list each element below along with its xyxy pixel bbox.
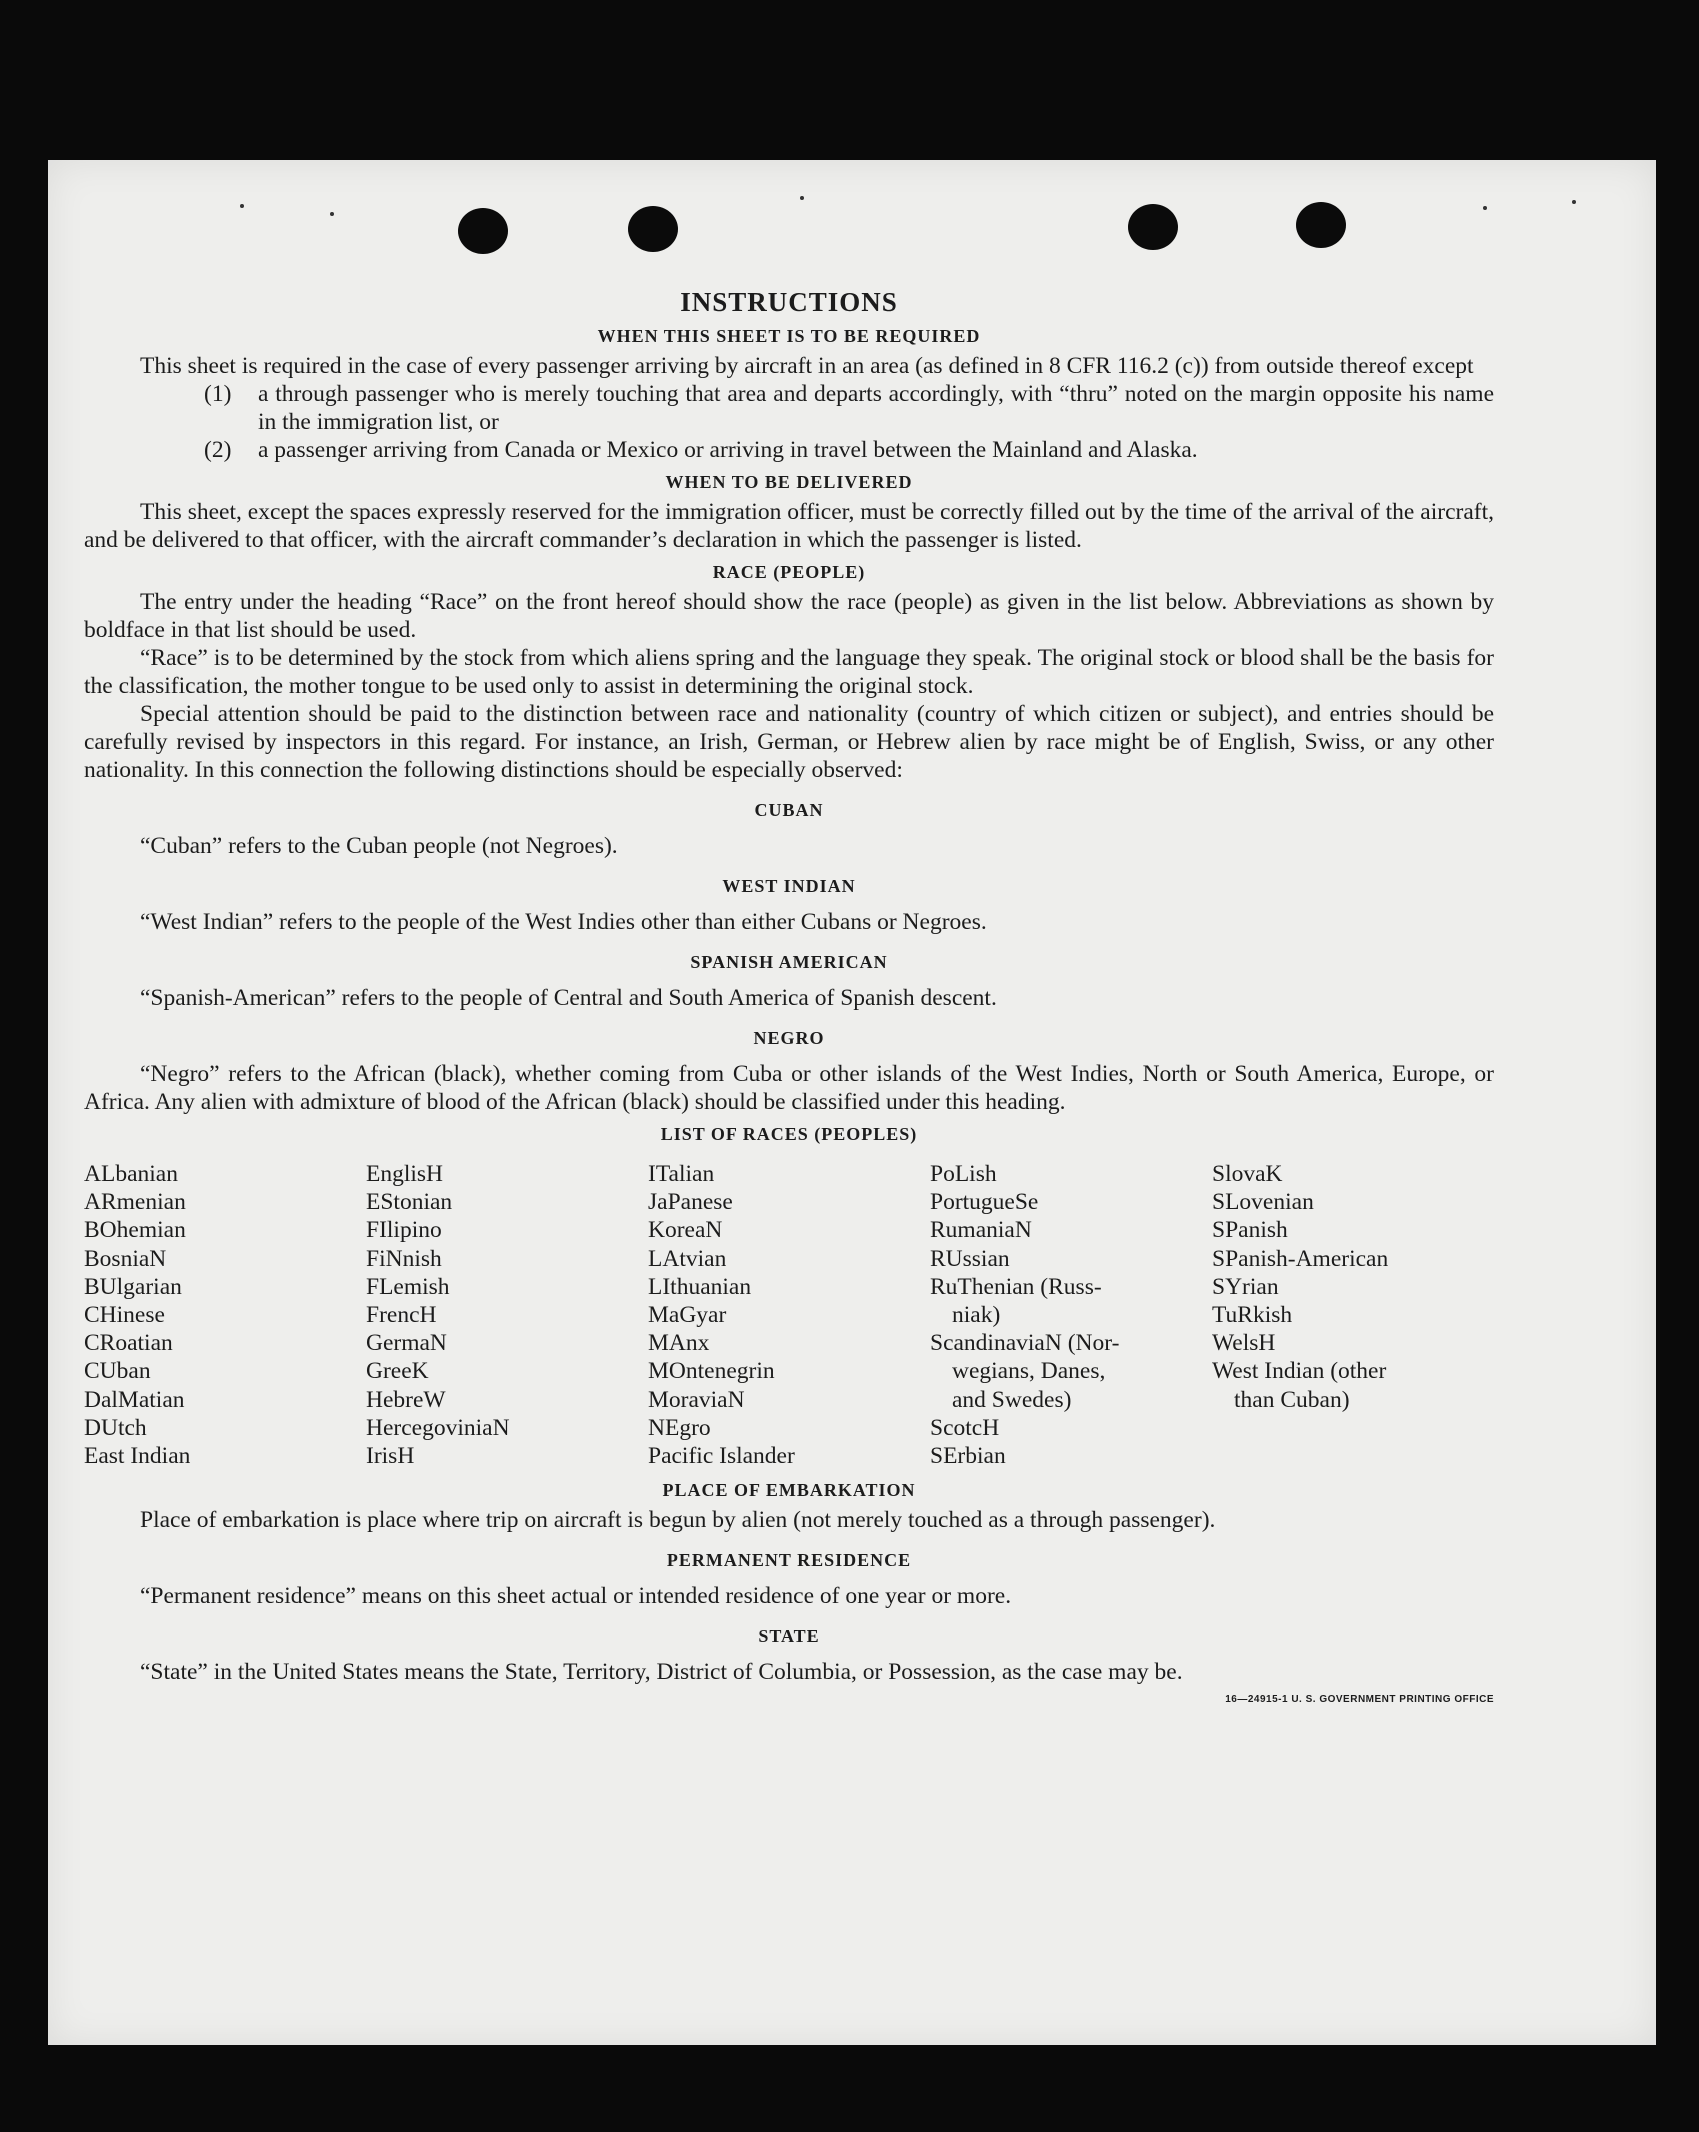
race-entry: DUtch bbox=[84, 1414, 147, 1441]
race-entry: BOhemian bbox=[84, 1217, 186, 1244]
delivered-text: This sheet, except the spaces expressly reserved for the immigration officer, must be correctly filled out by the time of the arrival of the aircraft, and be delivered to that officer, with the aircraft commander’s declaration in which the passenger is listed. bbox=[84, 499, 1494, 553]
speck bbox=[1483, 206, 1487, 210]
race-entry: LIthuanian bbox=[648, 1273, 752, 1300]
negro-text: “Negro” refers to the African (black), whether coming from Cuba or other islands of the West Indies, North or South America, Europe, or Africa. Any alien with admixture of blood of the African (black) should be classified under this heading. bbox=[84, 1061, 1494, 1115]
race-paragraph-2: “Race” is to be determined by the stock from which aliens spring and the language they speak. The original stock or blood shall be the basis for the classification, the mother tongue to be used only to assist in determining the original stock. bbox=[84, 645, 1494, 699]
race-entry: MoraviaN bbox=[648, 1386, 745, 1413]
footer bbox=[84, 1686, 1494, 1714]
race-entry: GreeK bbox=[366, 1358, 429, 1385]
item-text: a passenger arriving from Canada or Mexico or arriving in travel between the Mainland and Alaska. bbox=[258, 437, 1198, 463]
race-entry: RUssian bbox=[930, 1245, 1010, 1272]
race-entry-continuation: and Swedes) bbox=[952, 1386, 1072, 1413]
race-entry: FiNnish bbox=[366, 1245, 442, 1272]
race-entry: ITalian bbox=[648, 1161, 715, 1187]
race-entry: WelsH bbox=[1212, 1330, 1276, 1357]
race-entry: EnglisH bbox=[366, 1161, 444, 1187]
race-entry: TuRkish bbox=[1212, 1302, 1293, 1329]
section-heading-required: WHEN THIS SHEET IS TO BE REQUIRED bbox=[597, 326, 981, 346]
race-entry: ARmenian bbox=[84, 1189, 186, 1216]
race-entry: HebreW bbox=[366, 1386, 446, 1413]
page-title: INSTRUCTIONS bbox=[680, 287, 898, 317]
race-entry: SlovaK bbox=[1212, 1161, 1283, 1187]
race-entry: GermaN bbox=[366, 1330, 447, 1357]
race-entry: IrisH bbox=[366, 1443, 415, 1470]
printing-office-line: 16—24915-1 U. S. GOVERNMENT PRINTING OFFICE bbox=[1225, 1694, 1494, 1706]
punch-hole bbox=[628, 206, 678, 252]
list-item bbox=[84, 436, 1494, 464]
race-entry: BUlgarian bbox=[84, 1273, 182, 1300]
race-paragraph-3: Special attention should be paid to the distinction between race and nationality (country of which citizen or subject), and entries should be carefully revised by inspectors in this regard. For instance, an Irish, German, or Hebrew alien by race might be of English, Swiss, or any other nationality. In this connection the following distinctions should be especially observed: bbox=[84, 701, 1494, 783]
race-entry: West Indian (other bbox=[1212, 1358, 1387, 1385]
punch-hole bbox=[1128, 204, 1178, 250]
race-entry: CHinese bbox=[84, 1302, 165, 1329]
west-indian-text: “West Indian” refers to the people of the West Indies other than either Cubans or Negroes. bbox=[140, 909, 987, 935]
item-number: (1) bbox=[204, 381, 232, 407]
race-entry: SPanish-American bbox=[1212, 1245, 1389, 1272]
race-entry: PortugueSe bbox=[930, 1189, 1039, 1216]
race-entry: ScotcH bbox=[930, 1414, 1000, 1441]
race-entry: Pacific Islander bbox=[648, 1443, 795, 1470]
item-number: (2) bbox=[204, 437, 232, 463]
race-entry: SLovenian bbox=[1212, 1189, 1314, 1216]
section-heading-residence: PERMANENT RESIDENCE bbox=[666, 1550, 912, 1571]
section-heading-delivered: WHEN TO BE DELIVERED bbox=[665, 472, 913, 492]
races-list bbox=[84, 1160, 1494, 1470]
race-entry: LAtvian bbox=[648, 1245, 727, 1272]
races-column-4 bbox=[930, 1160, 1212, 1470]
punch-hole bbox=[458, 208, 508, 254]
item-text: a through passenger who is merely touching that area and departs accordingly, with “thru” noted on the margin opposite his name in the immigration list, or bbox=[258, 381, 1494, 435]
race-entry: JaPanese bbox=[648, 1189, 733, 1216]
race-entry: ScandinaviaN (Nor- bbox=[930, 1330, 1120, 1357]
race-entry: MaGyar bbox=[648, 1302, 727, 1329]
required-intro: This sheet is required in the case of every passenger arriving by aircraft in an area (as defined in 8 CFR 116.2 (c)) from outside thereof except bbox=[140, 353, 1474, 379]
section-heading-negro: NEGRO bbox=[753, 1028, 825, 1048]
race-entry: EStonian bbox=[366, 1189, 453, 1216]
race-entry: RumaniaN bbox=[930, 1217, 1032, 1244]
races-column-2 bbox=[366, 1160, 648, 1470]
speck bbox=[1572, 200, 1576, 204]
race-entry: PoLish bbox=[930, 1161, 997, 1187]
race-entry: NEgro bbox=[648, 1414, 711, 1441]
race-entry: SErbian bbox=[930, 1443, 1006, 1470]
race-entry-continuation: than Cuban) bbox=[1234, 1386, 1350, 1413]
section-heading-west-indian: WEST INDIAN bbox=[722, 876, 856, 896]
punch-hole bbox=[1296, 202, 1346, 248]
race-entry: SPanish bbox=[1212, 1217, 1288, 1244]
document-sheet bbox=[48, 160, 1656, 2045]
race-entry: FIlipino bbox=[366, 1217, 442, 1244]
races-column-1 bbox=[84, 1160, 366, 1470]
race-entry: ALbanian bbox=[84, 1161, 178, 1187]
embarkation-text: Place of embarkation is place where trip on aircraft is begun by alien (not merely touched as a through passenger). bbox=[140, 1507, 1216, 1534]
race-entry: DalMatian bbox=[84, 1386, 185, 1413]
section-heading-cuban: CUBAN bbox=[754, 800, 824, 820]
race-entry: East Indian bbox=[84, 1443, 191, 1470]
section-heading-race: RACE (PEOPLE) bbox=[712, 562, 866, 582]
race-paragraph-1: The entry under the heading “Race” on the front hereof should show the race (people) as given in the list below. Abbreviations as shown by boldface in that list should be used. bbox=[84, 589, 1494, 643]
race-entry: CUban bbox=[84, 1358, 151, 1385]
section-heading-embarkation: PLACE OF EMBARKATION bbox=[662, 1480, 916, 1501]
race-entry: BosniaN bbox=[84, 1245, 167, 1272]
section-heading-spanish-american: SPANISH AMERICAN bbox=[690, 952, 888, 972]
race-entry: MAnx bbox=[648, 1330, 710, 1357]
race-entry-continuation: wegians, Danes, bbox=[952, 1358, 1106, 1385]
speck bbox=[330, 212, 334, 216]
races-column-3 bbox=[648, 1160, 930, 1470]
race-entry: KoreaN bbox=[648, 1217, 723, 1244]
state-text: “State” in the United States means the State, Territory, District of Columbia, or Possession, as the case may be. bbox=[140, 1659, 1183, 1686]
cuban-text: “Cuban” refers to the Cuban people (not Negroes). bbox=[140, 833, 618, 859]
race-entry: MOntenegrin bbox=[648, 1358, 775, 1385]
race-entry: HercegoviniaN bbox=[366, 1414, 510, 1441]
races-column-5 bbox=[1212, 1160, 1494, 1470]
race-entry: SYrian bbox=[1212, 1273, 1279, 1300]
section-heading-state: STATE bbox=[758, 1626, 820, 1647]
speck bbox=[800, 196, 804, 200]
list-item bbox=[84, 380, 1494, 436]
section-heading-list-of-races: LIST OF RACES (PEOPLES) bbox=[660, 1124, 918, 1144]
instructions-content bbox=[84, 288, 1494, 1714]
race-entry: CRoatian bbox=[84, 1330, 173, 1357]
race-entry: FLemish bbox=[366, 1273, 450, 1300]
race-entry-continuation: niak) bbox=[952, 1302, 1001, 1329]
spanish-american-text: “Spanish-American” refers to the people of Central and South America of Spanish descent. bbox=[140, 985, 997, 1011]
residence-text: “Permanent residence” means on this sheet actual or intended residence of one year or more. bbox=[140, 1583, 1012, 1610]
race-entry: FrencH bbox=[366, 1302, 437, 1329]
race-entry: RuThenian (Russ- bbox=[930, 1273, 1102, 1300]
speck bbox=[240, 204, 244, 208]
